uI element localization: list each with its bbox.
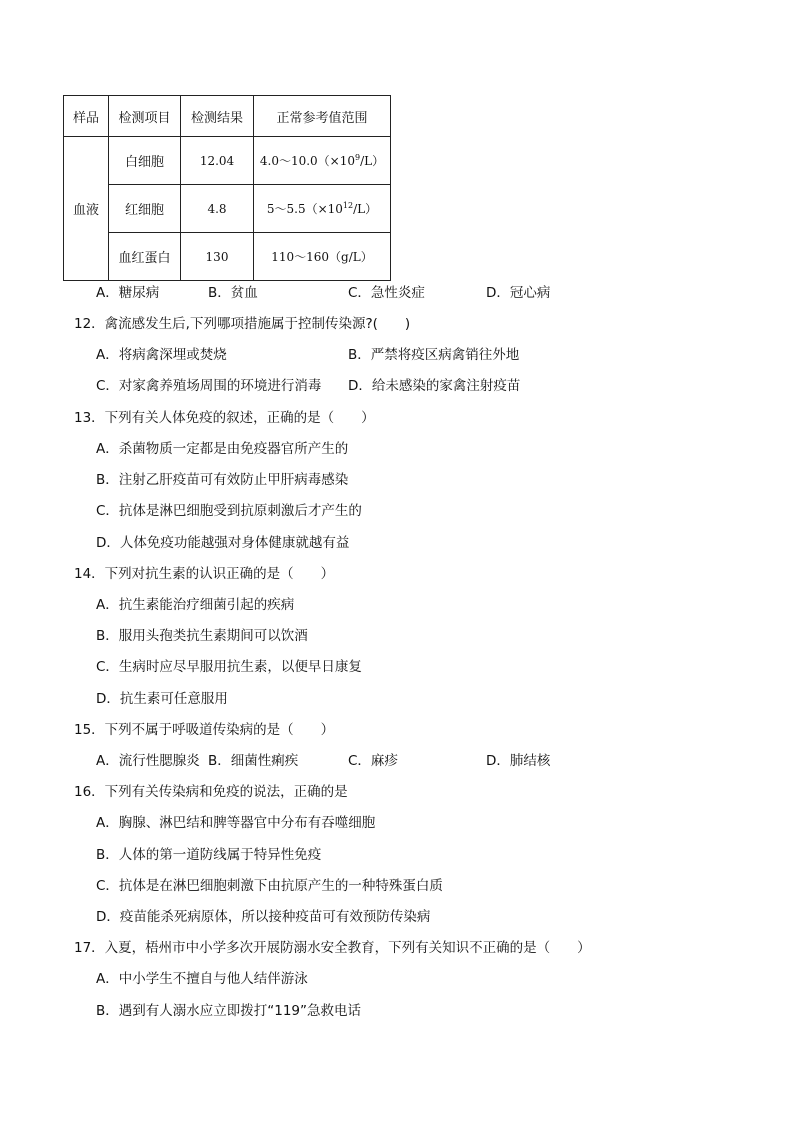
q13-option-d: D．人体免疫功能越强对身体健康就越有益	[96, 535, 350, 551]
q16-option-a: A．胸腺、淋巴结和脾等器官中分布有吞噬细胞	[96, 815, 376, 831]
header-range: 正常参考值范围	[254, 96, 391, 137]
q17-option-a: A．中小学生不擅自与他人结伴游泳	[96, 971, 308, 987]
q14-option-d: D．抗生素可任意服用	[96, 691, 228, 707]
blood-test-table	[63, 95, 391, 281]
q11-option-d: D．冠心病	[486, 285, 551, 301]
q14-stem: 14．下列对抗生素的认识正确的是（ ）	[74, 566, 335, 582]
range-cell: 110～160（g/L）	[254, 233, 391, 281]
q16-option-d: D．疫苗能杀死病原体，所以接种疫苗可有效预防传染病	[96, 909, 431, 925]
item-cell: 白细胞	[109, 137, 181, 185]
q15-option-c: C．麻疹	[348, 753, 398, 769]
q12-option-d: D．给未感染的家禽注射疫苗	[348, 378, 521, 394]
table-row	[64, 185, 391, 233]
header-sample: 样品	[64, 96, 109, 137]
q12-option-a: A．将病禽深埋或焚烧	[96, 347, 227, 363]
q15-stem: 15．下列不属于呼吸道传染病的是（ ）	[74, 722, 335, 738]
q17-stem: 17．入夏，梧州市中小学多次开展防溺水安全教育，下列有关知识不正确的是（ ）	[74, 940, 591, 956]
header-result: 检测结果	[181, 96, 254, 137]
q16-option-c: C．抗体是在淋巴细胞刺激下由抗原产生的一种特殊蛋白质	[96, 878, 443, 894]
table-header-row	[64, 96, 391, 137]
sample-cell: 血液	[64, 137, 109, 281]
q14-option-a: A．抗生素能治疗细菌引起的疾病	[96, 597, 295, 613]
q12-option-c: C．对家禽养殖场周围的环境进行消毒	[96, 378, 322, 394]
q15-option-b: B．细菌性痢疾	[208, 753, 299, 769]
q11-option-a: A．糖尿病	[96, 285, 160, 301]
q11-option-c: C．急性炎症	[348, 285, 425, 301]
item-cell: 血红蛋白	[109, 233, 181, 281]
q15-option-d: D．肺结核	[486, 753, 551, 769]
result-cell: 4.8	[181, 185, 254, 233]
q13-option-c: C．抗体是淋巴细胞受到抗原刺激后才产生的	[96, 503, 362, 519]
table-row	[64, 137, 391, 185]
item-cell: 红细胞	[109, 185, 181, 233]
q16-option-b: B．人体的第一道防线属于特异性免疫	[96, 847, 322, 863]
q13-option-a: A．杀菌物质一定都是由免疫器官所产生的	[96, 441, 349, 457]
range-cell: $5\sim 5.5(\times 10^{12}/L)$	[254, 185, 391, 233]
q14-option-b: B．服用头孢类抗生素期间可以饮酒	[96, 628, 308, 644]
q14-option-c: C．生病时应尽早服用抗生素，以便早日康复	[96, 659, 362, 675]
q15-option-a: A．流行性腮腺炎	[96, 753, 200, 769]
table-row	[64, 233, 391, 281]
q13-option-b: B．注射乙肝疫苗可有效防止甲肝病毒感染	[96, 472, 349, 488]
result-cell: 130	[181, 233, 254, 281]
q16-stem: 16．下列有关传染病和免疫的说法，正确的是	[74, 784, 348, 800]
q11-option-b: B．贫血	[208, 285, 258, 301]
q17-option-b: B．遇到有人溺水应立即拨打“119”急救电话	[96, 1003, 362, 1019]
header-item: 检测项目	[109, 96, 181, 137]
q12-stem: 12．禽流感发生后,下列哪项措施属于控制传染源?( )	[74, 316, 411, 332]
result-cell: 12.04	[181, 137, 254, 185]
q13-stem: 13．下列有关人体免疫的叙述，正确的是（ ）	[74, 410, 375, 426]
range-cell: $4.0\sim 10.0(\times 10^9/L)$	[254, 137, 391, 185]
q12-option-b: B．严禁将疫区病禽销往外地	[348, 347, 520, 363]
